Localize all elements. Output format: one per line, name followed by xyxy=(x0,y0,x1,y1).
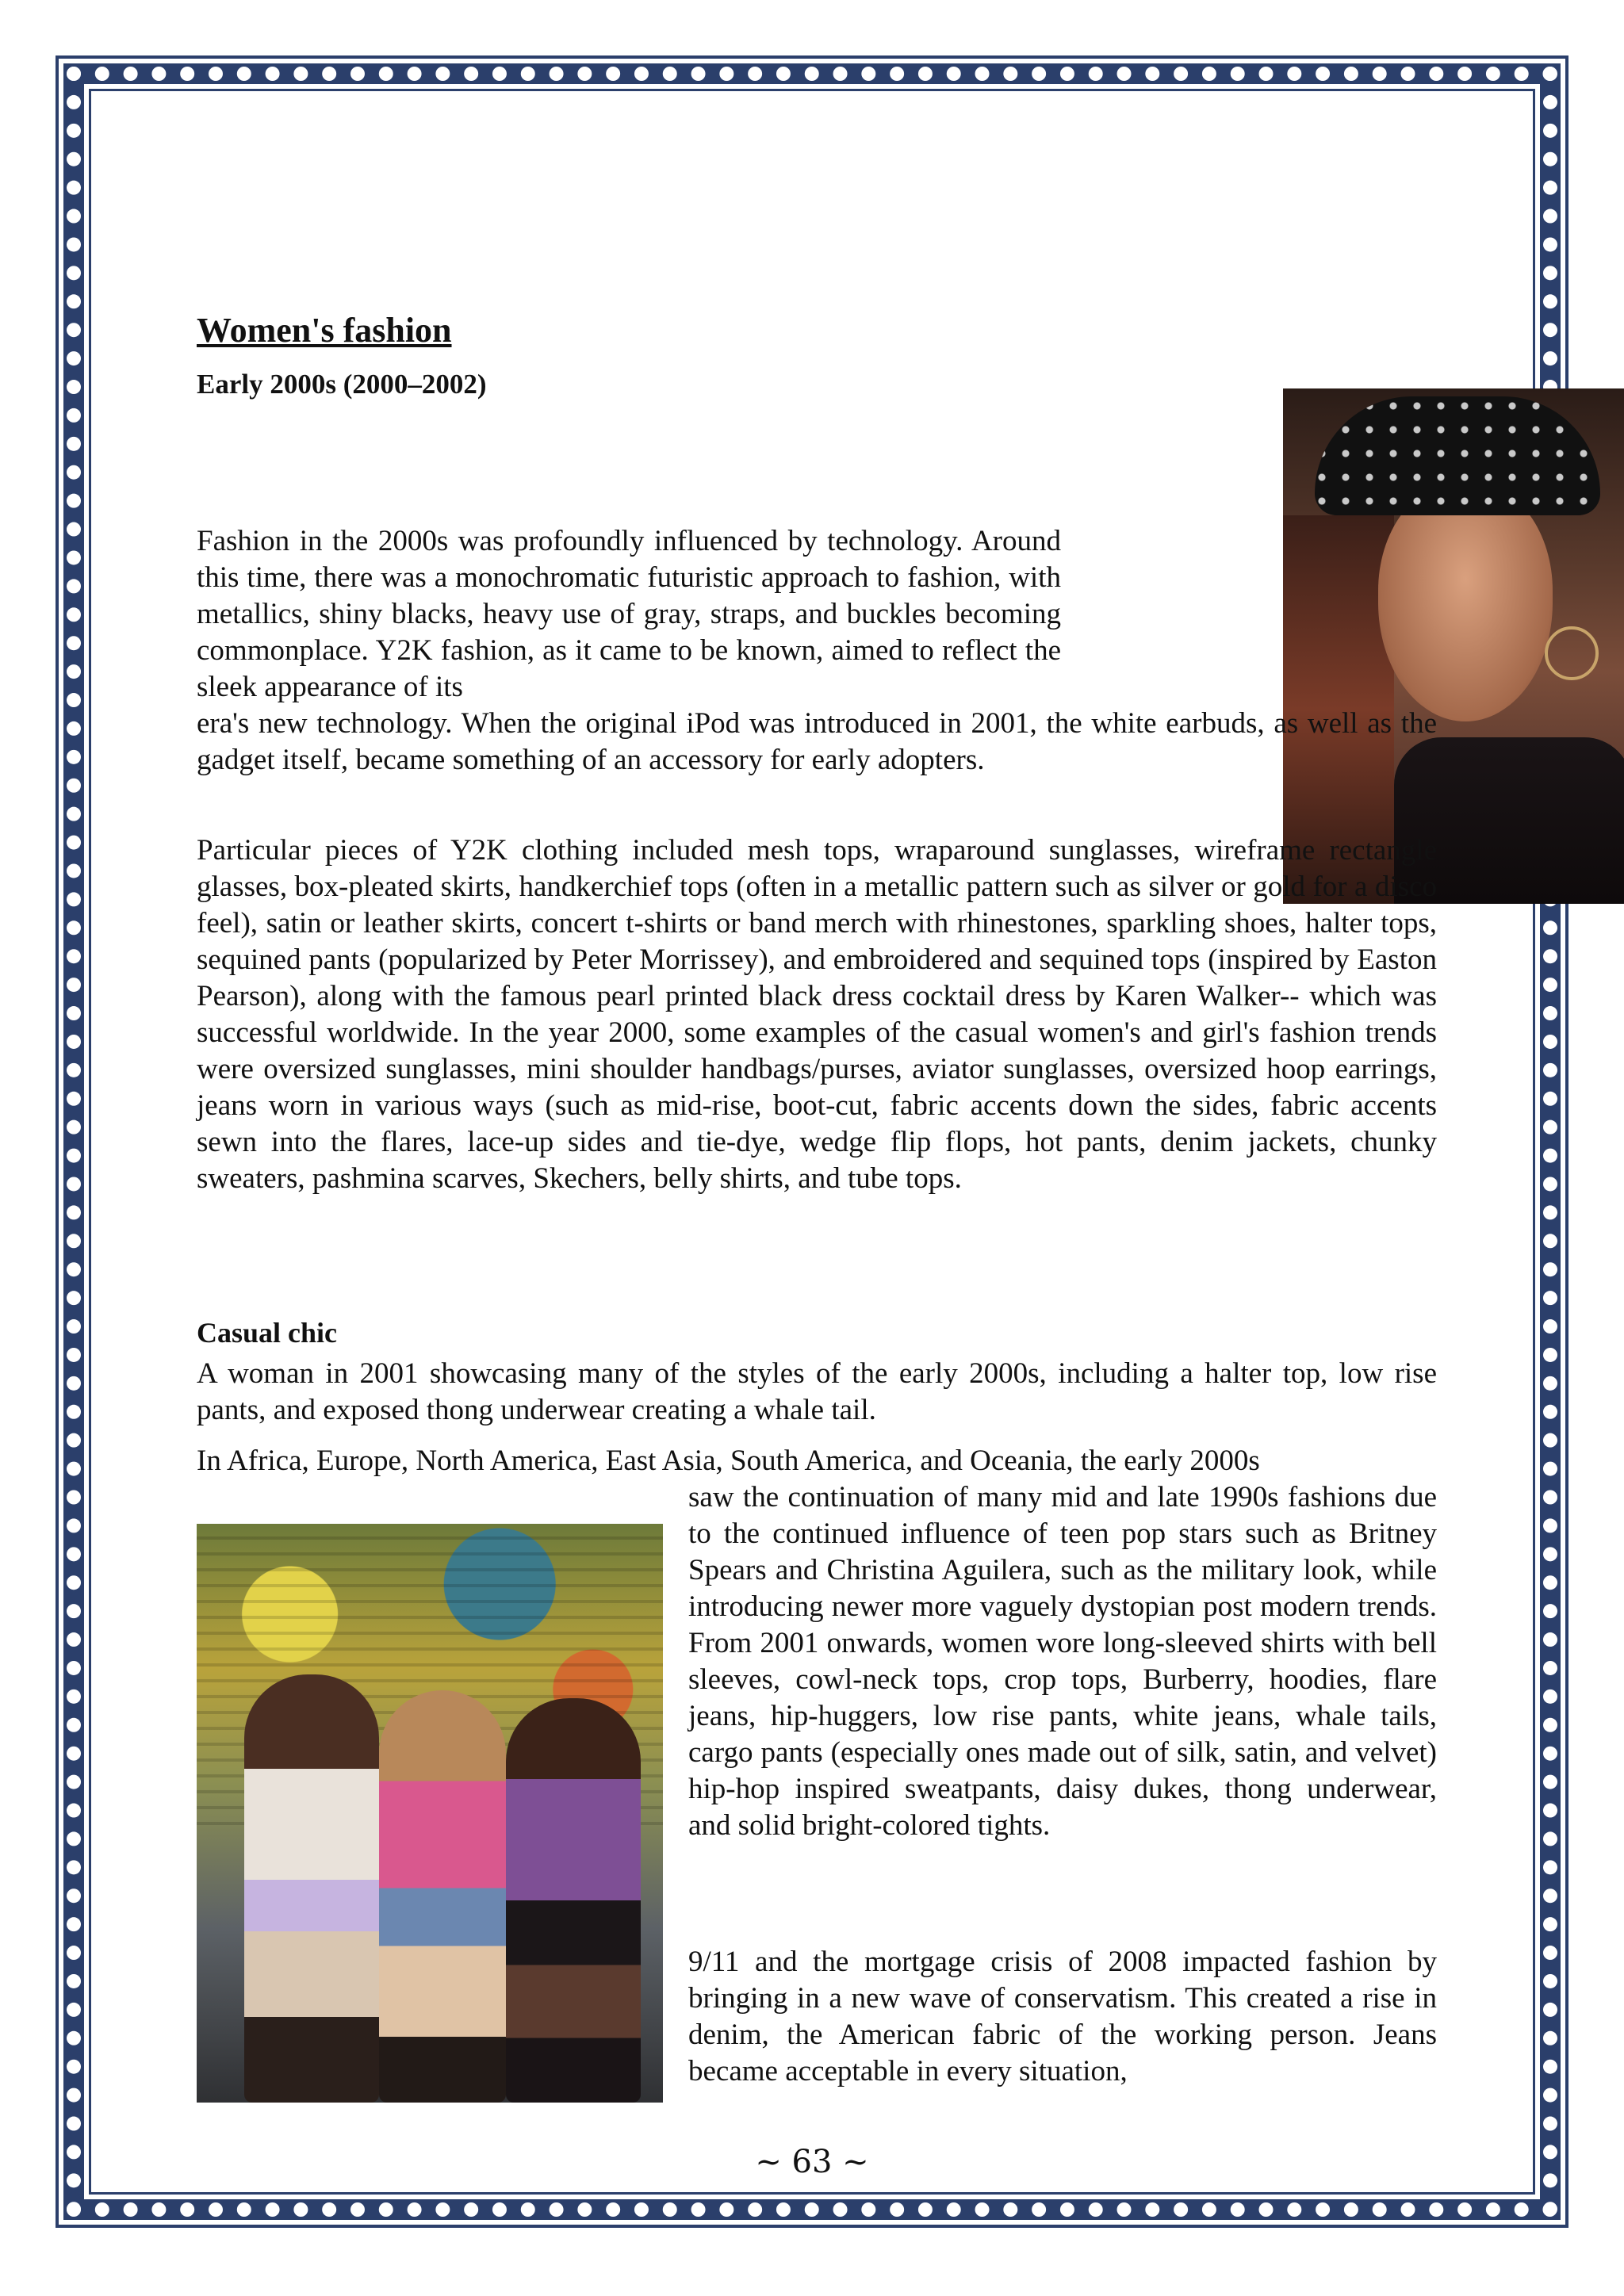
paragraph-technology-continued: era's new technology. When the original iPod was introduced in 2001, the white earbuds, as well as the gadget itself, became something of an accessory for early adopters. xyxy=(197,707,1437,776)
page-number: ~ 63 ~ xyxy=(755,2144,869,2180)
paragraph-regions-wrapped: saw the continuation of many mid and late 1990s fashions due to the continued influence of teen pop stars such as Britney Spears and Christina Aguilera, such as the military look, while introducing newer more vaguely dystopian post modern trends. From 2001 onwards, women wore long-sleeved shirts with bell sleeves, cowl-neck tops, crop tops, Burberry, hoodies, flare jeans, hip-huggers, low rise pants, white jeans, whale tails, cargo pants (especially ones made out of silk, satin, and velvet) hip-hop inspired sweatpants, daisy dukes, thong underwear, and solid bright-colored tights. xyxy=(688,1481,1437,1842)
group-photo xyxy=(197,1524,663,2103)
paragraph-technology-wrapped: Fashion in the 2000s was profoundly influenced by technology. Around this time, there was a monochromatic futuristic approach to fashion, with metallics, shiny blacks, heavy use of gray, straps, and buckles becoming commonplace. Y2K fashion, as it came to be known, aimed to reflect the sleek appearance of its xyxy=(197,525,1061,703)
section-heading: Women's fashion xyxy=(197,311,452,350)
paragraph-y2k-clothing: Particular pieces of Y2K clothing included mesh tops, wraparound sunglasses, wireframe rectangle glasses, box-pleated skirts, handkerchief tops (often in a metallic pattern such as silver or gold for a disco feel), satin or leather skirts, concert t-shirts or band merch with rhinestones, sparkling shoes, halter tops, sequined pants (popularized by Peter Morrissey), and embroidered and sequined tops (inspired by Easton Pearson), along with the famous pearl printed black dress cocktail dress by Karen Walker-- which was successful worldwide. In the year 2000, some examples of the casual women's and girl's fashion trends were oversized sunglasses, mini shoulder handbags/purses, aviator sunglasses, oversized hoop earrings, jeans worn in various ways (such as mid-rise, boot-cut, fabric accents down the sides, fabric accents sewn into the flares, lace-up sides and tie-dye, wedge flip flops, hot pants, denim jackets, chunky sweaters, pashmina scarves, Skechers, belly shirts, and tube tops. xyxy=(197,834,1437,1195)
subsection-heading: Early 2000s (2000–2002) xyxy=(197,369,487,400)
paragraph-technology xyxy=(197,523,1437,779)
paragraph-regions-first-line: In Africa, Europe, North America, East Asia, South America, and Oceania, the early 2000s xyxy=(197,1445,1260,1477)
paragraph-conservatism: 9/11 and the mortgage crisis of 2008 impacted fashion by bringing in a new wave of conservatism. This created a rise in denim, the American fabric of the working person. Jeans became acceptable in every situation, xyxy=(688,1946,1437,2087)
paragraph-casual-chic: A woman in 2001 showcasing many of the styles of the early 2000s, including a halter top, low rise pants, and exposed thong underwear creating a whale tail. xyxy=(197,1357,1437,1426)
casual-chic-heading: Casual chic xyxy=(197,1317,338,1349)
